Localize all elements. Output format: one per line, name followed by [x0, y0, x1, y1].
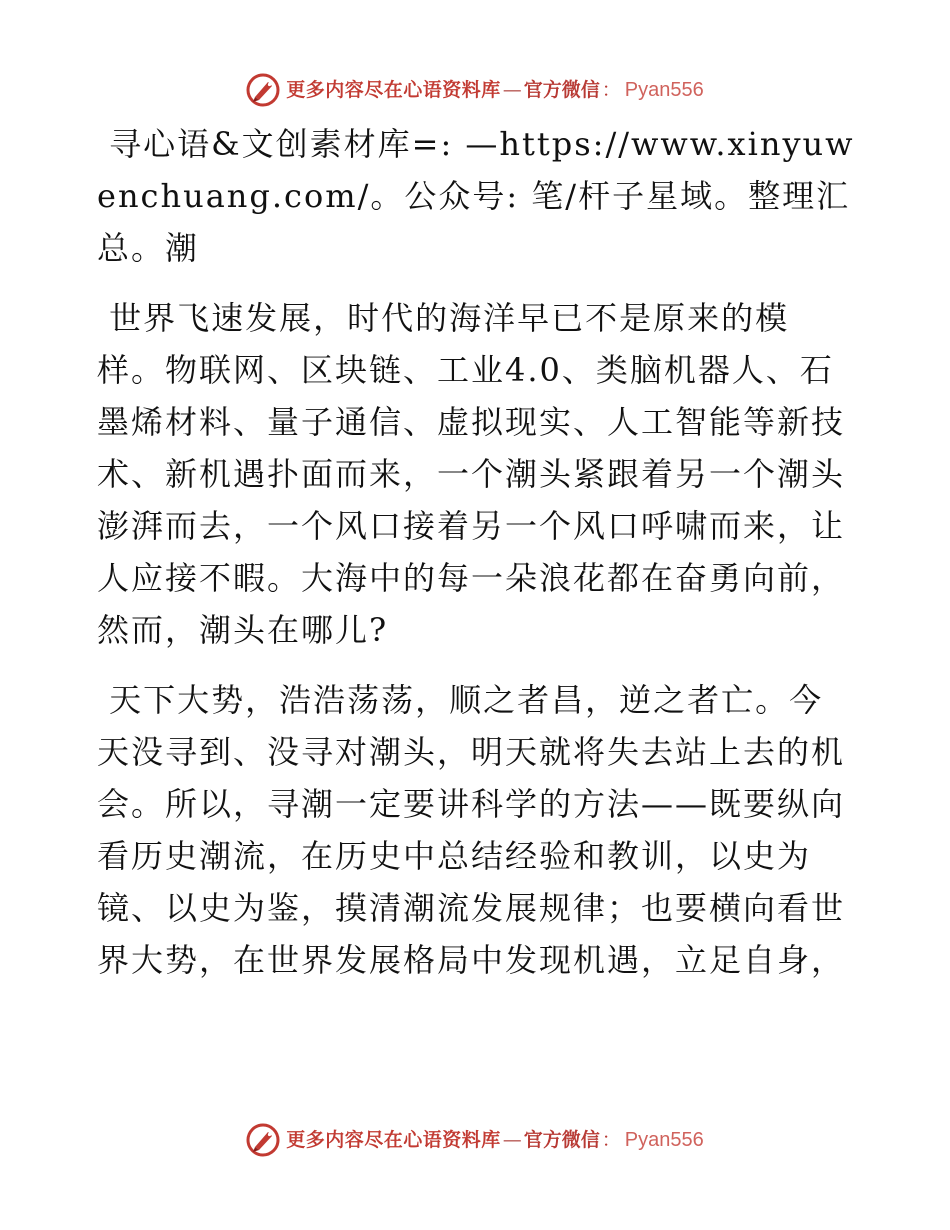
paragraph-world-trend: 天下大势，浩浩荡荡，顺之者昌，逆之者亡。今天没寻到、没寻对潮头，明天就将失去站上去的机会。所以，寻潮一定要讲科学的方法——既要纵向看历史潮流，在历史中总结经验和教训，以史为镜、以史为鉴，摸清潮流发展规律；也要横向看世界大势，在世界发展格局中发现机遇，立足自身， — [97, 681, 846, 979]
paragraph-source: 寻心语&文创素材库=: —https://www.xinyuwenchuang.com/。公众号: 笔/杆子星域。整理汇总。潮 — [97, 125, 855, 267]
header-watermark-banner — [0, 70, 950, 110]
pen-nib-logo-icon — [246, 73, 280, 107]
watermark-colon: ： — [601, 78, 621, 101]
watermark-label: 官方微信 — [523, 78, 600, 101]
watermark-separator: — — [502, 1128, 522, 1151]
watermark-lead: 更多内容尽在心语资料库 — [286, 78, 501, 101]
document-body — [97, 118, 857, 986]
footer-watermark-banner — [0, 1120, 950, 1160]
paragraph-world-development: 世界飞速发展，时代的海洋早已不是原来的模样。物联网、区块链、工业4.0、类脑机器人、石墨烯材料、量子通信、虚拟现实、人工智能等新技术、新机遇扑面而来，一个潮头紧跟着另一个潮头澎湃而去，一个风口接着另一个风口呼啸而来，让人应接不暇。大海中的每一朵浪花都在奋勇向前，然而，潮头在哪儿? — [97, 299, 846, 649]
watermark-separator: — — [502, 78, 522, 101]
watermark-colon: ： — [601, 1128, 621, 1151]
watermark-label: 官方微信 — [523, 1128, 600, 1151]
pen-nib-logo-icon — [246, 1123, 280, 1157]
watermark-contact: Pyan556 — [624, 79, 704, 101]
watermark-text — [286, 80, 704, 100]
watermark-contact: Pyan556 — [624, 1129, 704, 1151]
watermark-text — [286, 1130, 704, 1150]
watermark-lead: 更多内容尽在心语资料库 — [286, 1128, 501, 1151]
